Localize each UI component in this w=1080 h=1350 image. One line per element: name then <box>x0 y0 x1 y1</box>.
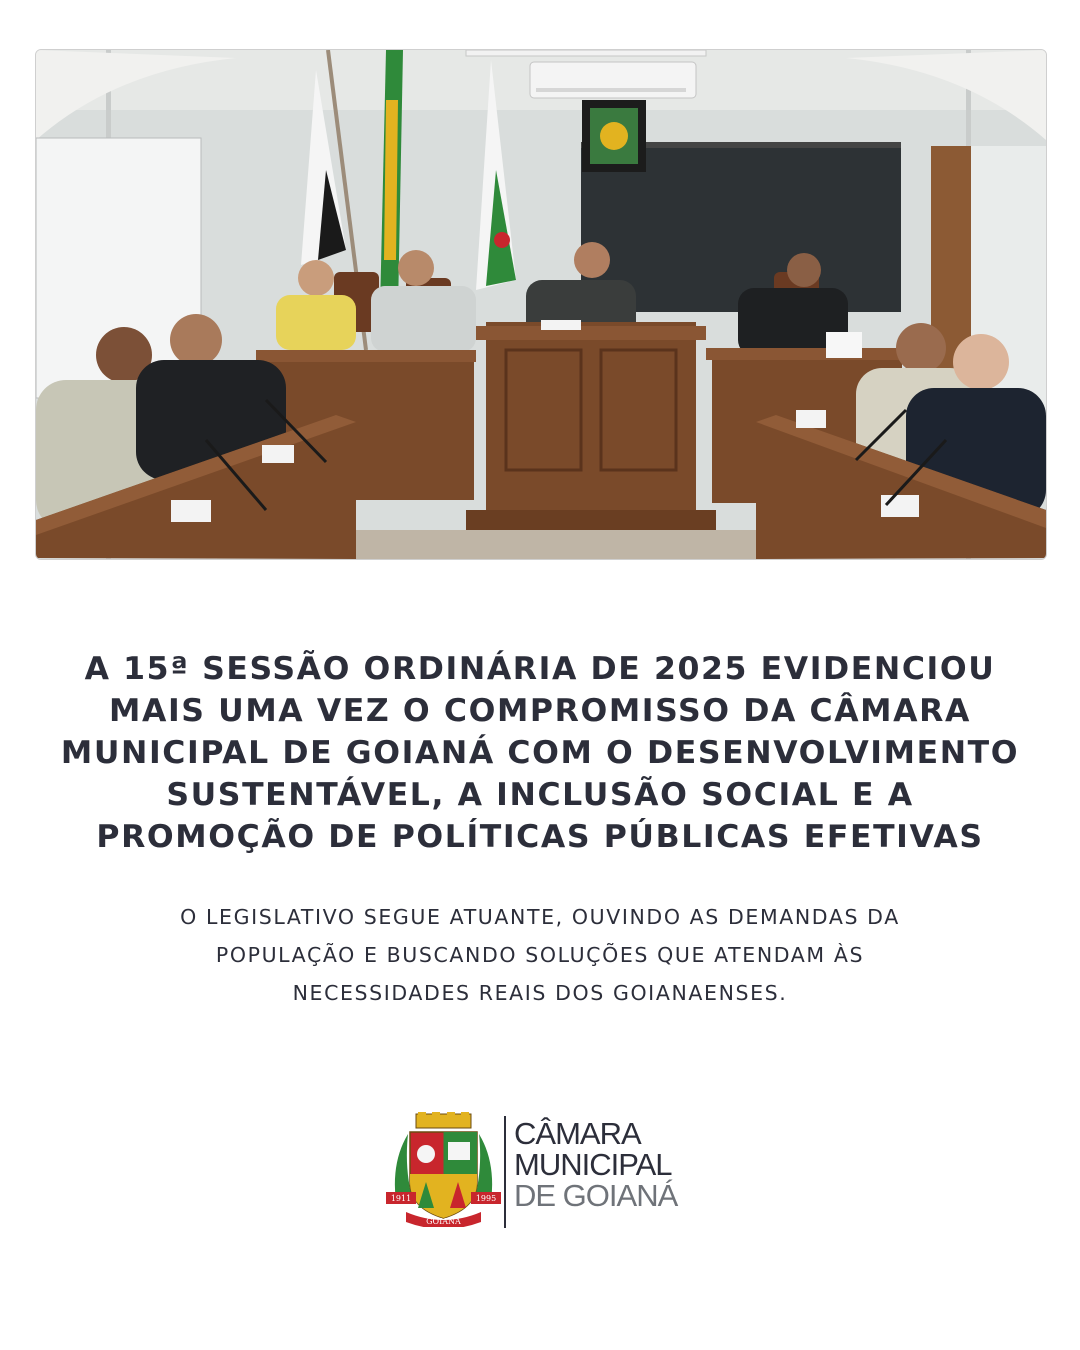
post-subtext: O LEGISLATIVO SEGUE ATUANTE, OUVINDO AS DEMANDAS DA POPULAÇÃO E BUSCANDO SOLUÇÕES QUE ATENDAM ÀS NECESSIDADES REAIS DOS GOIANAENSES. <box>180 905 900 1005</box>
post-headline: A 15ª SESSÃO ORDINÁRIA DE 2025 EVIDENCIOU MAIS UMA VEZ O COMPROMISSO DA CÂMARA MUNICIPAL DE GOIANÁ COM O DESENVOLVIMENTO SUSTENTÁVEL, A INCLUSÃO SOCIAL E A PROMOÇÃO DE POLÍTICAS PÚBLICAS EFETIVAS <box>60 651 1020 855</box>
goiana-coat-of-arms-icon <box>386 1112 501 1227</box>
chamber-photo-illustration <box>36 50 1046 559</box>
logo-line-2: MUNICIPAL <box>514 1147 672 1182</box>
logo-wordmark <box>514 1118 677 1211</box>
crest-year-left: 1911 <box>390 1194 412 1203</box>
session-photo <box>35 49 1047 560</box>
logo-line-3: DE GOIANÁ <box>514 1178 678 1213</box>
logo-divider <box>504 1116 506 1228</box>
camara-logo <box>386 1112 706 1232</box>
crest-year-right: 1995 <box>475 1194 497 1203</box>
logo-line-1: CÂMARA <box>514 1116 641 1151</box>
crest-banner-text: GOIANÁ <box>426 1217 461 1226</box>
